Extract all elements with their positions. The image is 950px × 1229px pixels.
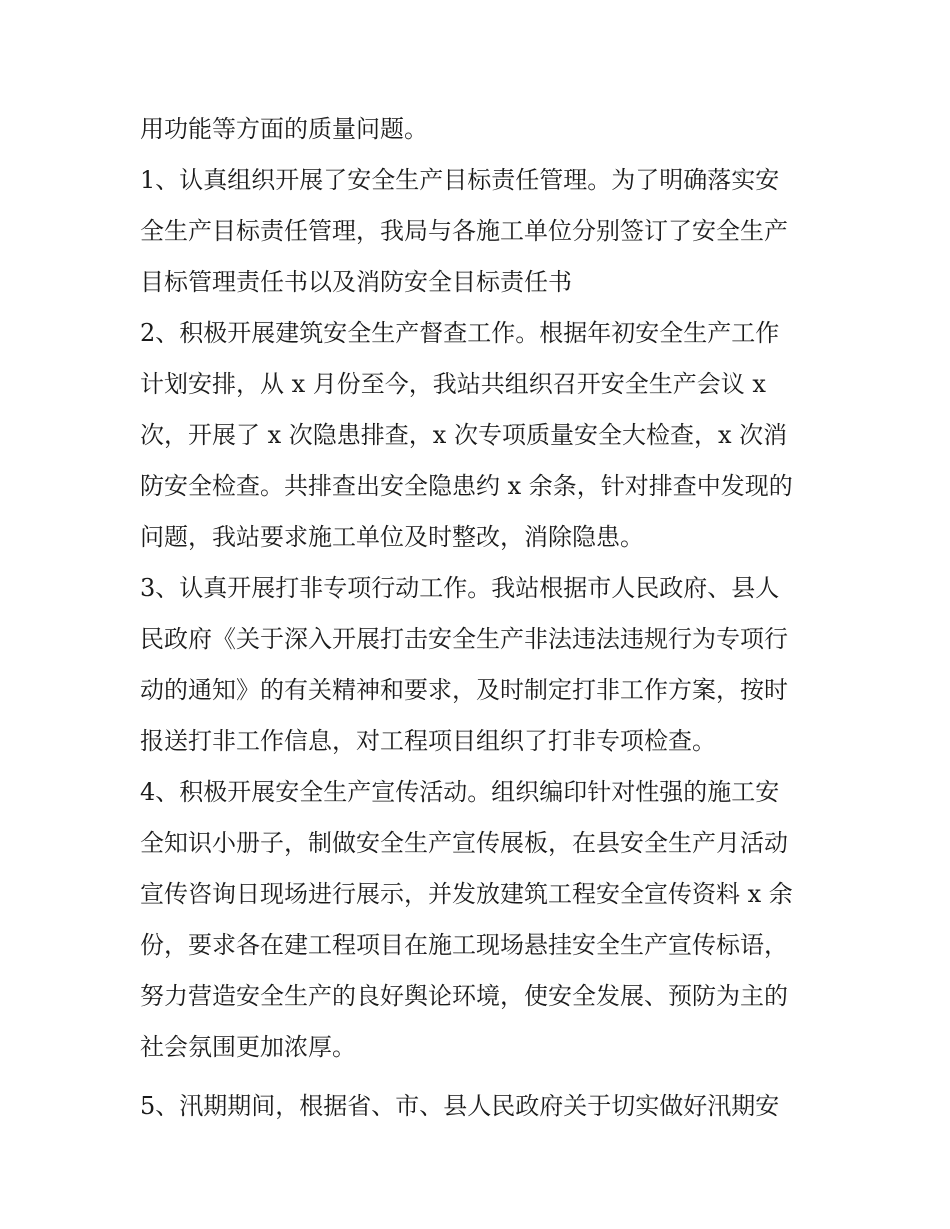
text-line: 宣传咨询日现场进行展示，并发放建筑工程安全宣传资料 x 余 xyxy=(140,880,793,908)
text-line: 问题，我站要求施工单位及时整改，消除隐患。 xyxy=(140,523,644,551)
text-line: 防安全检查。共排查出安全隐患约 x 余条，针对排查中发现的 xyxy=(140,472,793,500)
text-line: 动的通知》的有关精神和要求，及时制定打非工作方案，按时 xyxy=(140,676,788,704)
text-line: 用功能等方面的质量问题。 xyxy=(140,115,428,143)
text-line: 3、认真开展打非专项行动工作。我站根据市人民政府、县人 xyxy=(140,574,780,602)
text-line: 全生产目标责任管理，我局与各施工单位分别签订了安全生产 xyxy=(140,217,788,245)
document-body xyxy=(140,104,820,1132)
text-line: 1、认真组织开展了安全生产目标责任管理。为了明确落实安 xyxy=(140,166,780,194)
text-line: 民政府《关于深入开展打击安全生产非法违法违规行为专项行 xyxy=(140,625,788,653)
text-line: 次，开展了 x 次隐患排查，x 次专项质量安全大检查，x 次消 xyxy=(140,421,788,449)
text-line: 5、汛期期间，根据省、市、县人民政府关于切实做好汛期安 xyxy=(140,1092,780,1120)
text-line: 2、积极开展建筑安全生产督查工作。根据年初安全生产工作 xyxy=(140,319,780,347)
text-line: 全知识小册子，制做安全生产宣传展板，在县安全生产月活动 xyxy=(140,829,788,857)
text-line: 报送打非工作信息，对工程项目组织了打非专项检查。 xyxy=(140,727,716,755)
text-line: 计划安排，从 x 月份至今，我站共组织召开安全生产会议 x xyxy=(140,370,766,398)
text-line: 努力营造安全生产的良好舆论环境，使安全发展、预防为主的 xyxy=(140,982,788,1010)
text-line: 4、积极开展安全生产宣传活动。组织编印针对性强的施工安 xyxy=(140,778,780,806)
text-line: 社会氛围更加浓厚。 xyxy=(140,1033,356,1061)
text-line: 目标管理责任书以及消防安全目标责任书 xyxy=(140,268,572,296)
text-line: 份，要求各在建工程项目在施工现场悬挂安全生产宣传标语， xyxy=(140,931,788,959)
